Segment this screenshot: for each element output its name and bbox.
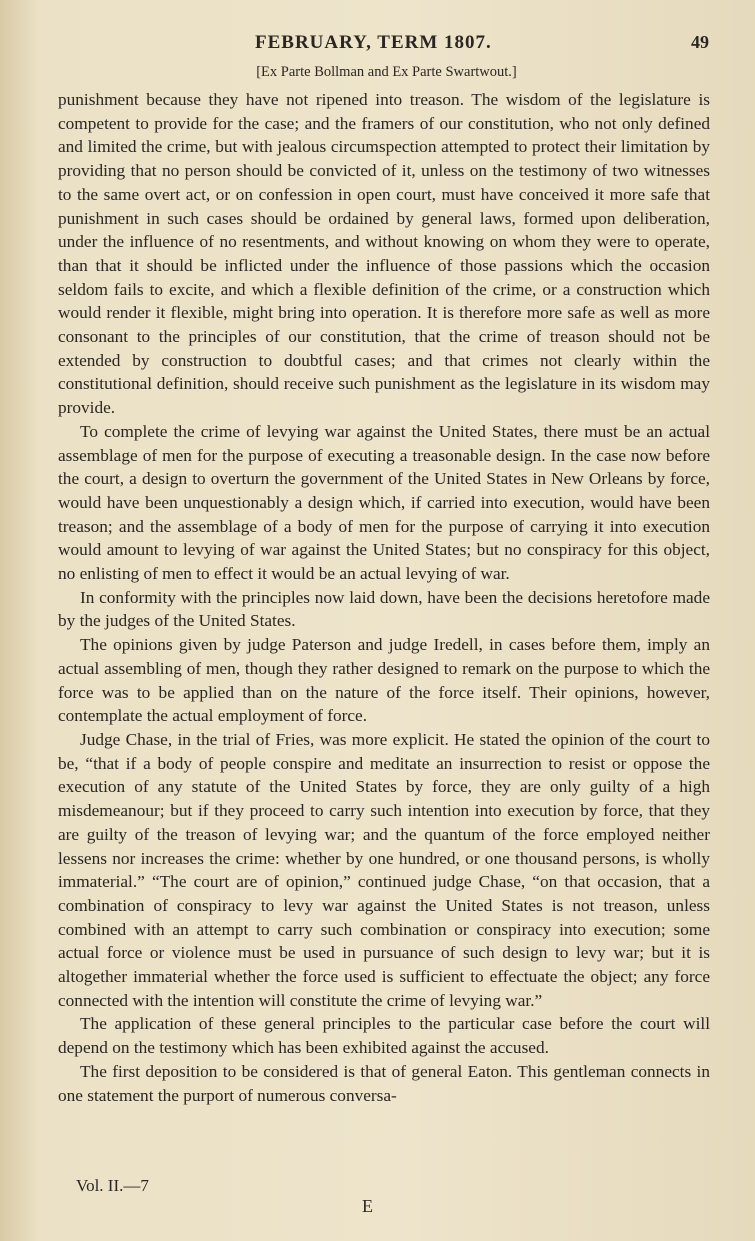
paragraph: To complete the crime of levying war against the United States, there must be an actual assemblage of men for the purpose of executing a treasonable design. In the case now before the court, a design to overturn the government of the United States in New Orleans by force, would have been unquestionably a design which, if carried into execution, would have been treason; and the assemblage of a body of men for the purpose of carrying it into execution would amount to levying of war against the United States; but no conspiracy for this object, no enlisting of men to effect it would be an actual levying of war. bbox=[58, 421, 710, 584]
running-head: FEBRUARY, TERM 1807. bbox=[255, 32, 492, 53]
volume-signature: Vol. II.—7 bbox=[76, 1176, 149, 1195]
paragraph: The application of these general principles to the particular case before the court will depend on the testimony which has been exhibited against the accused. bbox=[58, 1014, 710, 1058]
paragraph: The opinions given by judge Paterson and judge Iredell, in cases before them, imply an actual assembling of men, though they rather designed to remark on the purpose to which the force was to be applied than on the nature of the force itself. Their opinions, however, contemplate the actual employment of force. bbox=[58, 635, 710, 726]
paragraph: Judge Chase, in the trial of Fries, was more explicit. He stated the opinion of the court to be, “that if a body of people conspire and meditate an insurrection to resist or oppose the execution of any statute of the United States by force, they are only guilty of a high misdemeanour; but if they proceed to carry such intention into execution by force, that they are guilty of the treason of levying war; and the quantum of the force employed neither lessens nor increases the crime: whether by one hundred, or one thousand persons, is wholly immaterial.” “The court are of opinion,” continued judge Chase, “on that occasion, that a combination of conspiracy to levy war against the United States is not treason, unless combined with an attempt to carry such combination or conspiracy into execution; some actual force or violence must be used in pursuance of such design to levy war; but it is altogether immaterial whether the force used is sufficient to effectuate the object; any force connected with the intention will constitute the crime of levying war.” bbox=[58, 729, 710, 1010]
paragraph: In conformity with the principles now laid down, have been the decisions heretofore made by the judges of the United States. bbox=[58, 587, 710, 631]
signature-mark: E bbox=[362, 1196, 373, 1216]
paragraph: The first deposition to be considered is that of general Eaton. This gentleman connects in one statement the purport of numerous conversa- bbox=[58, 1061, 710, 1105]
paragraph: punishment because they have not ripened into treason. The wisdom of the legislature is competent to provide for the case; and the framers of our constitution, who not only defined and limited the crime, but with jealous circumspection attempted to protect their limitation by providing that no person should be convicted of it, unless on the testimony of two witnesses to the same overt act, or on confession in open court, must have conceived it more safe that punishment in such cases should be ordained by general laws, formed upon deliberation, under the influence of no resentments, and without knowing on whom they were to operate, than that it should be inflicted under the influence of those passions which the occasion seldom fails to excite, and which a flexible definition of the crime, or a construction which would render it flexible, might bring into operation. It is therefore more safe as well as more consonant to the principles of our constitution, that the crime of treason should not be extended by construction to doubtful cases; and that crimes not clearly within the constitutional definition, should receive such punishment as the legislature in its wisdom may provide. bbox=[58, 90, 710, 418]
case-caption: [Ex Parte Bollman and Ex Parte Swartwout.] bbox=[256, 64, 517, 80]
body-text bbox=[58, 88, 710, 1107]
page-number: 49 bbox=[691, 32, 709, 52]
page-header bbox=[60, 30, 715, 60]
